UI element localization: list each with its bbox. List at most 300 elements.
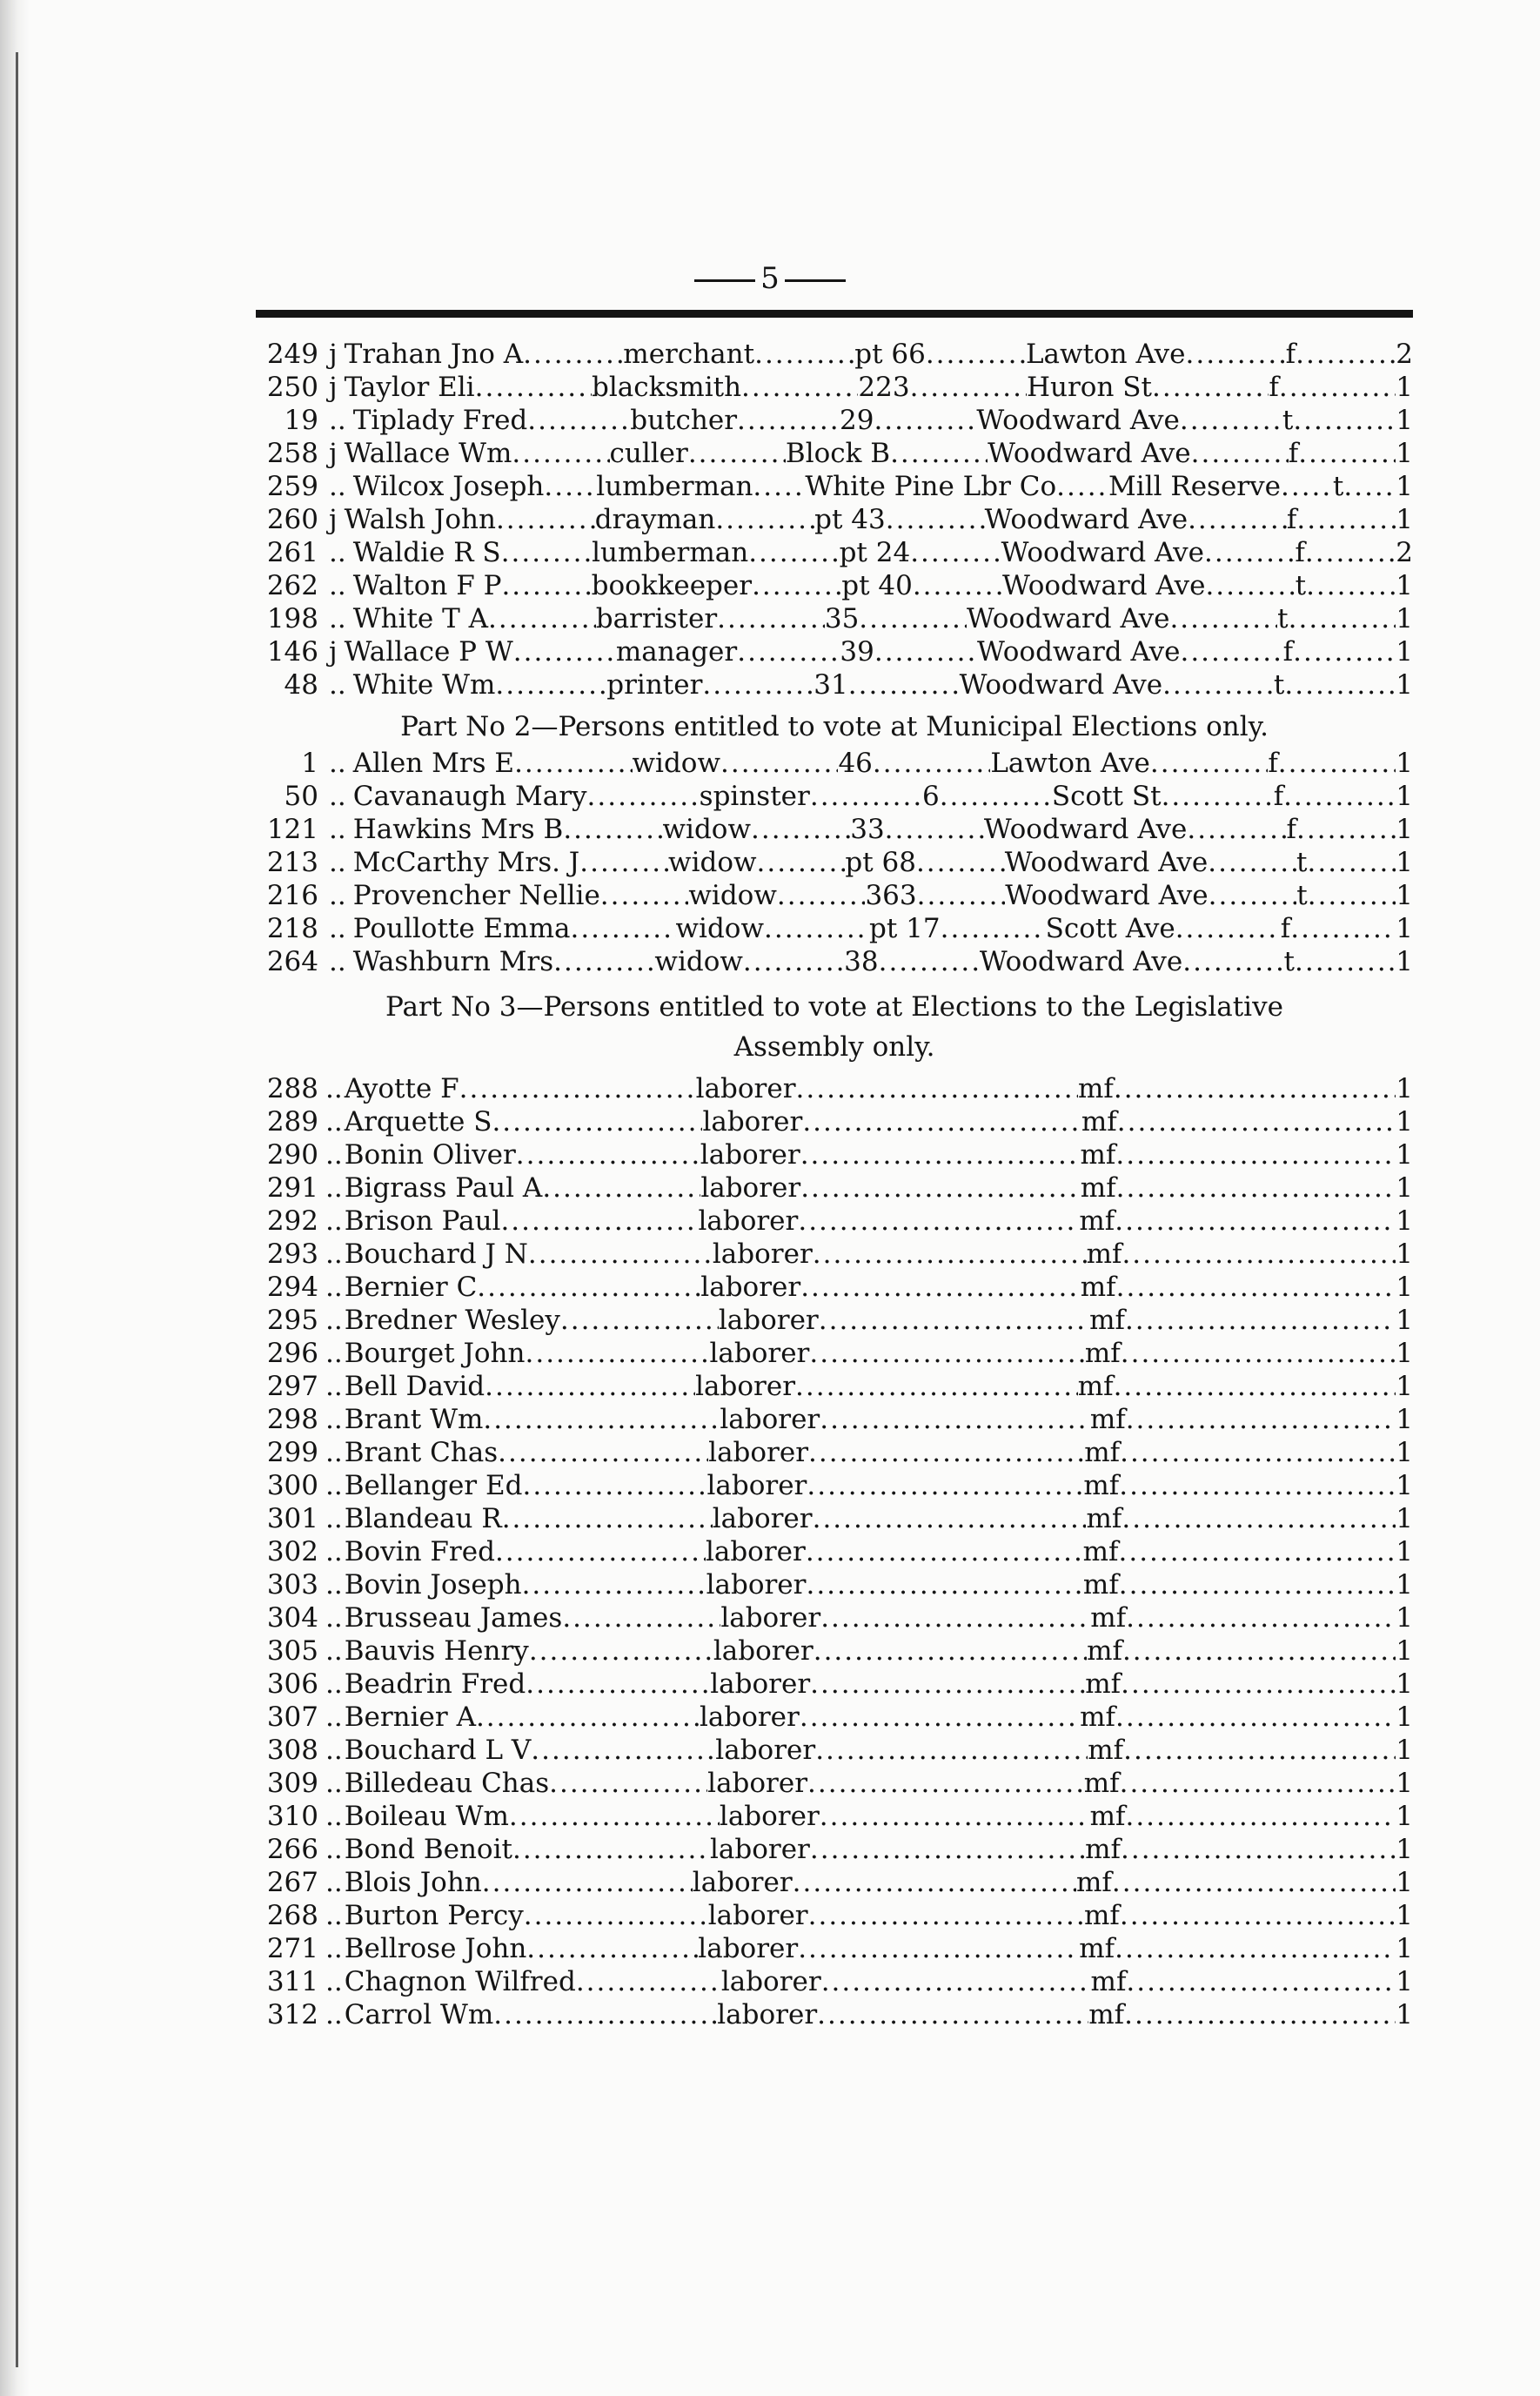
voter-votes: 1 (1396, 1338, 1413, 1369)
leader-dots (562, 1601, 720, 1634)
voter-votes: 1 (1396, 1404, 1413, 1435)
voter-row (256, 1171, 1413, 1205)
voter-occupation: drayman (594, 504, 716, 535)
leader-dots (513, 635, 616, 668)
voter-lot: White Pine Lbr Co (805, 471, 1057, 502)
voter-street: Woodward Ave (1004, 847, 1209, 878)
leader-dots: .. (325, 1834, 343, 1865)
voter-row (256, 1502, 1413, 1535)
leader-dots (529, 1634, 713, 1668)
voter-status: mf (1080, 1701, 1115, 1733)
voter-occupation: laborer (692, 1867, 793, 1898)
voter-street: Woodward Ave (1005, 880, 1209, 911)
voter-votes: 1 (1396, 1172, 1413, 1204)
voter-number: 298 (266, 1404, 318, 1435)
voter-lot: 363 (865, 880, 917, 911)
leader-dots (1180, 635, 1282, 668)
leader-dots (1162, 668, 1274, 701)
voter-lot: pt 43 (814, 504, 886, 535)
leader-dots (1120, 1767, 1396, 1800)
voter-row (256, 371, 1413, 404)
leader-dots (1116, 1271, 1396, 1304)
leader-dots (531, 1734, 715, 1767)
voter-number: 310 (266, 1801, 318, 1832)
voter-status: f (1286, 814, 1297, 845)
voter-status: mf (1082, 1569, 1119, 1601)
voter-row (256, 470, 1413, 503)
leader-dots (496, 503, 595, 536)
voter-name: Brant Chas (344, 1437, 499, 1468)
leader-dots: .. (325, 1073, 343, 1104)
voter-name: Billedeau Chas (344, 1768, 550, 1799)
voter-name: Taylor Eli (344, 372, 475, 403)
voter-occupation: widow (662, 814, 752, 845)
voter-number: 309 (266, 1768, 318, 1799)
voter-occupation: manager (615, 636, 738, 668)
leader-dots (940, 780, 1052, 813)
voter-street: Mill Reserve (1108, 471, 1281, 502)
leader-dots: .. (325, 1404, 343, 1435)
voter-votes: 1 (1396, 570, 1413, 601)
voter-status: mf (1077, 1371, 1114, 1402)
leader-dots (1295, 945, 1396, 978)
leader-dots (1116, 1171, 1396, 1205)
voter-street: Woodward Ave (976, 405, 1180, 436)
voter-name: Wallace Wm (344, 438, 512, 469)
voter-name: Bouchard J N (344, 1238, 528, 1270)
voter-row (256, 1205, 1413, 1238)
leader-dots (1343, 470, 1396, 503)
leader-dots (524, 1899, 708, 1932)
voter-votes: 1 (1396, 814, 1413, 845)
leader-dots (802, 1105, 1081, 1138)
leader-dots (807, 1469, 1083, 1502)
voter-occupation: laborer (705, 1536, 806, 1567)
voter-votes: 1 (1396, 880, 1413, 911)
header-rule (256, 310, 1413, 318)
voter-occupation: merchant (623, 339, 755, 370)
leader-dots (764, 912, 869, 945)
leader-dots (493, 1998, 717, 2031)
leader-dots (873, 747, 990, 780)
voter-row (256, 1866, 1413, 1899)
voter-votes: 1 (1396, 1073, 1413, 1104)
voter-row (256, 602, 1413, 635)
leader-dots (810, 1833, 1085, 1866)
voter-status: mf (1090, 1602, 1127, 1634)
leader-dots (576, 1965, 721, 1998)
leader-dots (748, 536, 839, 569)
voter-row (256, 1370, 1413, 1403)
leader-dots (1208, 846, 1296, 879)
voter-number: 288 (266, 1073, 318, 1104)
voter-votes: 1 (1396, 669, 1413, 701)
leader-dots (1115, 1205, 1396, 1238)
voter-number: 268 (266, 1900, 318, 1931)
leader-dots (814, 1634, 1087, 1668)
voter-status: f (1285, 339, 1296, 370)
leader-dots (1056, 470, 1108, 503)
leader-dots (1296, 813, 1396, 846)
leader-dots (737, 635, 840, 668)
voter-number: 301 (266, 1503, 318, 1534)
voter-status: f (1280, 913, 1291, 944)
leader-dots (485, 1370, 695, 1403)
voter-occupation: laborer (718, 1305, 819, 1336)
voter-row (256, 1568, 1413, 1601)
leader-dots (579, 846, 668, 879)
voter-lot: pt 66 (854, 339, 926, 370)
voter-mark: .. (329, 570, 346, 601)
voter-occupation: laborer (708, 1437, 809, 1468)
leader-dots (941, 912, 1046, 945)
leader-dots: .. (325, 1371, 343, 1402)
voter-name: Bauvis Henry (344, 1635, 529, 1667)
voter-occupation: bookkeeper (591, 570, 753, 601)
leader-dots (910, 536, 1001, 569)
voter-votes: 1 (1396, 946, 1413, 977)
voter-status: t (1277, 603, 1289, 634)
leader-dots (777, 879, 866, 912)
voter-votes: 1 (1396, 1470, 1413, 1501)
leader-dots (1180, 404, 1282, 437)
voter-votes: 1 (1396, 781, 1413, 812)
voter-votes: 1 (1396, 1966, 1413, 1997)
leader-dots (498, 1436, 708, 1469)
voter-name: Walsh John (344, 504, 496, 535)
voter-number: 302 (266, 1536, 318, 1567)
voter-lot: 46 (838, 748, 873, 779)
leader-dots: .. (325, 1139, 343, 1171)
voter-name: Washburn Mrs (352, 946, 554, 977)
leader-dots (793, 1866, 1076, 1899)
voter-number: 304 (266, 1602, 318, 1634)
part2-heading: Part No 2—Persons entitled to vote at Municipal Elections only. (400, 711, 1269, 742)
voter-status: f (1286, 504, 1297, 535)
part3-heading-line1: Part No 3—Persons entitled to vote at Elections to the Legislative (385, 991, 1283, 1023)
leader-dots (798, 1205, 1079, 1238)
leader-dots (1152, 371, 1269, 404)
voter-occupation: laborer (712, 1238, 813, 1270)
leader-dots: .. (325, 1569, 343, 1601)
leader-dots (820, 1403, 1090, 1436)
leader-dots (806, 1535, 1083, 1568)
voter-votes: 1 (1396, 1536, 1413, 1567)
leader-dots (1281, 470, 1333, 503)
leader-dots (563, 813, 662, 846)
leader-dots: .. (325, 1735, 343, 1766)
voter-row (256, 846, 1413, 879)
voter-votes: 1 (1396, 1635, 1413, 1667)
voter-votes: 2 (1396, 339, 1413, 370)
voter-votes: 2 (1396, 537, 1413, 568)
voter-row (256, 912, 1413, 945)
leader-dots (570, 912, 675, 945)
leader-dots (509, 1800, 720, 1833)
leader-dots (715, 503, 814, 536)
voter-row (256, 1734, 1413, 1767)
voter-status: f (1288, 438, 1299, 469)
leader-dots (1293, 404, 1396, 437)
voter-status: mf (1089, 1801, 1126, 1832)
leader-dots (1126, 1403, 1396, 1436)
leader-dots (737, 404, 840, 437)
voter-name: Bredner Wesley (344, 1305, 560, 1336)
voter-status: t (1283, 946, 1295, 977)
leader-dots (813, 1238, 1087, 1271)
voter-name: Bigrass Paul A (344, 1172, 543, 1204)
leader-dots (810, 1668, 1085, 1701)
voter-occupation: laborer (712, 1503, 813, 1534)
voter-number: 289 (266, 1106, 318, 1138)
voter-status: mf (1080, 1272, 1116, 1303)
voter-row (256, 1833, 1413, 1866)
voter-votes: 1 (1396, 1668, 1413, 1700)
voter-street: Woodward Ave (988, 438, 1191, 469)
leader-dots (512, 1833, 710, 1866)
voter-number: 260 (266, 504, 318, 535)
leader-dots (798, 1932, 1079, 1965)
voter-occupation: laborer (700, 1139, 800, 1171)
voter-number: 291 (266, 1172, 318, 1204)
voter-votes: 1 (1396, 1139, 1413, 1171)
voter-name: Tiplady Fred (352, 405, 528, 436)
voter-lot: pt 17 (869, 913, 941, 944)
leader-dots (477, 1271, 700, 1304)
voter-status: t (1296, 880, 1308, 911)
leader-dots (1205, 569, 1295, 602)
voter-name: Bovin Fred (344, 1536, 495, 1567)
voter-votes: 1 (1396, 1371, 1413, 1402)
voter-mark: .. (329, 537, 346, 568)
leader-dots: .. (325, 1205, 343, 1237)
leader-dots (1279, 371, 1396, 404)
voter-votes: 1 (1396, 1272, 1413, 1303)
leader-dots (752, 569, 841, 602)
voter-occupation: widow (632, 748, 720, 779)
voter-votes: 1 (1396, 636, 1413, 668)
voter-status: mf (1089, 1404, 1126, 1435)
leader-dots (819, 1304, 1089, 1337)
voter-number: 19 (284, 405, 318, 436)
voter-status: mf (1079, 1933, 1115, 1964)
voter-status: t (1296, 847, 1308, 878)
voter-votes: 1 (1396, 1768, 1413, 1799)
voter-name: Blois John (344, 1867, 482, 1898)
voter-name: Allen Mrs E (352, 748, 515, 779)
voter-status: mf (1085, 1668, 1122, 1700)
leader-dots (1186, 338, 1286, 371)
voter-status: mf (1076, 1867, 1112, 1898)
voter-name: Boileau Wm (344, 1801, 509, 1832)
voter-votes: 1 (1396, 847, 1413, 878)
voter-number: 146 (266, 636, 318, 668)
voter-name: Brusseau James (344, 1602, 563, 1634)
voter-name: Cavanaugh Mary (352, 781, 587, 812)
voter-row (256, 569, 1413, 602)
voter-mark: j (329, 339, 338, 370)
leader-dots (702, 668, 814, 701)
voter-street: Scott Ave (1045, 913, 1175, 944)
voter-name: Bond Benoit (344, 1834, 512, 1865)
voter-street: Lawton Ave (990, 748, 1150, 779)
leader-dots (488, 602, 596, 635)
voter-row (256, 635, 1413, 668)
voter-votes: 1 (1396, 1701, 1413, 1733)
leader-dots (800, 1271, 1081, 1304)
voter-status: f (1273, 781, 1284, 812)
voter-street: Woodward Ave (966, 603, 1170, 634)
page-number-dash-right (785, 279, 846, 282)
leader-dots (1298, 437, 1396, 470)
voter-votes: 1 (1396, 1933, 1413, 1964)
leader-dots (483, 1403, 720, 1436)
voter-number: 308 (266, 1735, 318, 1766)
leader-dots (1125, 1304, 1396, 1337)
leader-dots (1123, 1734, 1396, 1767)
voter-votes: 1 (1396, 1503, 1413, 1534)
leader-dots (526, 1668, 710, 1701)
leader-dots (751, 813, 850, 846)
leader-dots (1283, 780, 1396, 813)
voter-street: Woodward Ave (1001, 537, 1205, 568)
leader-dots (544, 470, 596, 503)
voter-votes: 1 (1396, 1999, 1413, 2030)
leader-dots (910, 371, 1027, 404)
leader-dots: .. (325, 1900, 343, 1931)
leader-dots (560, 1304, 719, 1337)
voter-number: 294 (266, 1272, 318, 1303)
leader-dots (475, 371, 592, 404)
voter-status: mf (1084, 1900, 1120, 1931)
voter-mark: j (329, 438, 338, 469)
voter-votes: 1 (1396, 372, 1413, 403)
voter-mark: .. (329, 880, 346, 911)
voter-occupation: butcher (630, 405, 738, 436)
leader-dots (1169, 602, 1277, 635)
leader-dots (1284, 668, 1396, 701)
voter-name: Bonin Oliver (344, 1139, 516, 1171)
voter-mark: .. (329, 913, 346, 944)
voter-name: Waldie R S (352, 537, 501, 568)
voter-lot: 29 (839, 405, 874, 436)
voter-status: t (1282, 405, 1294, 436)
voter-number: 198 (266, 603, 318, 634)
voter-name: Provencher Nellie (352, 880, 600, 911)
voter-status: f (1268, 748, 1278, 779)
voter-votes: 1 (1396, 1867, 1413, 1898)
voter-row (256, 1965, 1413, 1998)
leader-dots (810, 780, 922, 813)
voter-number: 305 (266, 1635, 318, 1667)
voter-name: Bovin Joseph (344, 1569, 522, 1601)
leader-dots (553, 945, 654, 978)
leader-dots (817, 1998, 1088, 2031)
voter-number: 1 (301, 748, 318, 779)
voter-name: White Wm (352, 669, 496, 701)
voter-status: mf (1080, 1172, 1116, 1204)
voter-mark: j (329, 504, 338, 535)
voter-lot: 31 (814, 669, 848, 701)
voter-status: t (1295, 570, 1307, 601)
voter-row (256, 1535, 1413, 1568)
leader-dots (813, 1502, 1087, 1535)
leader-dots (1191, 437, 1289, 470)
voter-status: mf (1090, 1966, 1127, 1997)
voter-name: McCarthy Mrs. J (352, 847, 580, 878)
leader-dots (1119, 1568, 1396, 1601)
voter-number: 218 (266, 913, 318, 944)
leader-dots: .. (325, 1668, 343, 1700)
voter-street: Woodward Ave (979, 946, 1183, 977)
voter-mark: .. (329, 781, 346, 812)
leader-dots (495, 668, 606, 701)
leader-dots: .. (325, 1602, 343, 1634)
voter-occupation: laborer (720, 1602, 821, 1634)
voter-status: mf (1085, 1834, 1121, 1865)
leader-dots (1120, 1899, 1396, 1932)
leader-dots: .. (325, 1701, 343, 1733)
leader-dots: .. (325, 1933, 343, 1964)
leader-dots (821, 1965, 1091, 1998)
voter-votes: 1 (1396, 1569, 1413, 1601)
part3-heading-line2: Assembly only. (733, 1031, 935, 1063)
voter-status: mf (1081, 1106, 1117, 1138)
leader-dots (800, 1138, 1081, 1171)
voter-occupation: widow (654, 946, 743, 977)
voter-number: 121 (266, 814, 318, 845)
voter-lot: pt 40 (841, 570, 913, 601)
voter-name: Walton F P (352, 570, 502, 601)
leader-dots: .. (325, 1768, 343, 1799)
voter-name: Bellrose John (344, 1933, 527, 1964)
voter-occupation: laborer (713, 1635, 814, 1667)
voter-mark: .. (329, 847, 346, 878)
leader-dots: .. (325, 1437, 343, 1468)
voter-status: mf (1083, 1768, 1120, 1799)
voter-name: Bernier A (344, 1701, 476, 1733)
voter-number: 50 (284, 781, 318, 812)
voter-occupation: spinster (699, 781, 810, 812)
voter-number: 259 (266, 471, 318, 502)
voter-status: f (1282, 636, 1294, 668)
voter-occupation: lumberman (592, 537, 749, 568)
leader-dots (1126, 1965, 1396, 1998)
leader-dots (1188, 503, 1287, 536)
voter-number: 293 (266, 1238, 318, 1270)
leader-dots (1121, 1833, 1396, 1866)
leader-dots (809, 1337, 1085, 1370)
leader-dots (1289, 602, 1396, 635)
leader-dots (1278, 747, 1396, 780)
leader-dots (502, 1502, 713, 1535)
voter-row (256, 1701, 1413, 1734)
leader-dots (1296, 503, 1396, 536)
voter-occupation: laborer (706, 1569, 807, 1601)
voter-name: Bellanger Ed (344, 1470, 523, 1501)
leader-dots (848, 668, 960, 701)
leader-dots (1115, 1932, 1396, 1965)
voter-status: f (1269, 372, 1279, 403)
voter-row (256, 747, 1413, 780)
leader-dots (1126, 1601, 1396, 1634)
voter-occupation: laborer (709, 1834, 810, 1865)
voter-row (256, 1469, 1413, 1502)
leader-dots (512, 437, 609, 470)
leader-dots (807, 1767, 1084, 1800)
voter-number: 250 (266, 372, 318, 403)
voter-mark: .. (329, 748, 346, 779)
